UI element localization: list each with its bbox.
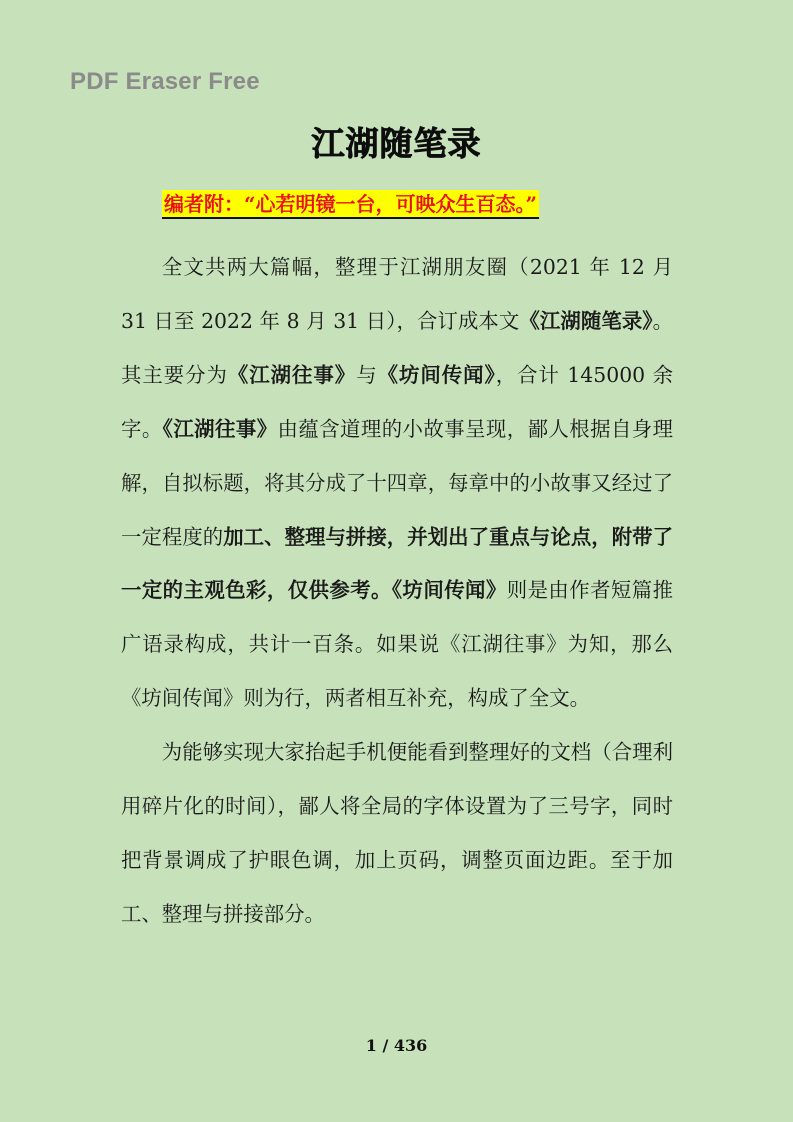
- paragraph-1-segment: ，合计 145000 余字。: [121, 362, 674, 441]
- paragraph-1-segment: 。其主要分为: [121, 308, 673, 387]
- paragraph-1-segment: 全文共两大篇幅，整理于江湖朋友圈（2021 年 12 月 31 日至 2022 年 8 月 31 日），合订成本文: [121, 255, 673, 333]
- document-title: 江湖随笔录: [311, 124, 482, 163]
- body-text: [121, 241, 673, 942]
- page-separator: /: [382, 1036, 389, 1055]
- paragraph-1-bold-segment: 《江湖往事》: [227, 362, 357, 387]
- watermark-text: PDF Eraser Free: [70, 68, 260, 95]
- paragraph-1-segment: 与: [356, 362, 378, 387]
- editor-note: 编者附：“心若明镜一台，可映众生百态。”: [162, 190, 539, 219]
- paragraph-1-bold-segment: 《坊间传闻》: [377, 362, 496, 387]
- paragraph-1-bold-segment: 加工、整理与拼接，并划出了重点与论点，附带了一定的主观色彩，仅供参考。《坊间传闻》: [121, 524, 673, 603]
- paragraph-1-bold-segment: 《江湖随笔录》: [519, 308, 653, 333]
- paragraph-1-segment: 则是由作者短篇推广语录构成，共计一百条。如果说《江湖往事》为知，那么《坊间传闻》则为行，两者相互补充，构成了全文。: [121, 578, 673, 711]
- paragraph-1-bold-segment: 《江湖往事》: [162, 416, 278, 441]
- paragraph-1: [121, 241, 673, 726]
- paragraph-2: 为能够实现大家抬起手机便能看到整理好的文档（合理利用碎片化的时间），鄙人将全局的字体设置为了三号字，同时把背景调成了护眼色调，加上页码，调整页面边距。至于加工、整理与拼接部分。: [121, 740, 673, 926]
- page-number: [0, 1036, 793, 1055]
- paragraph-1-segment: 由蕴含道理的小故事呈现，鄙人根据自身理解，自拟标题，将其分成了十四章，每章中的小故事又经过了一定程度的: [121, 416, 674, 549]
- page-total: 436: [393, 1036, 428, 1055]
- page-current: 1: [365, 1036, 377, 1055]
